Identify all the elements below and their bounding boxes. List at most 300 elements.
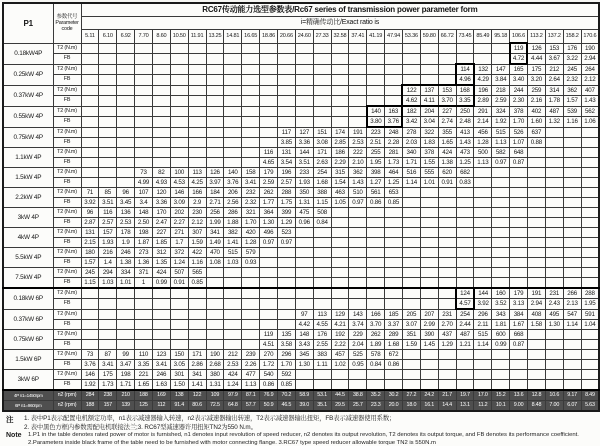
- fb-cell: [188, 75, 206, 86]
- t2-cell: [563, 268, 581, 278]
- fb-cell: 1.30: [260, 218, 278, 228]
- fb-cell: 3.80: [367, 117, 385, 128]
- fb-cell: [420, 360, 438, 370]
- t2-cell: 198: [135, 228, 153, 238]
- t2-cell: 289: [385, 330, 403, 340]
- t2-cell: [277, 288, 295, 299]
- t2-cell: 232: [242, 188, 260, 198]
- t2-cell: 254: [313, 168, 331, 178]
- fb-cell: [545, 158, 563, 168]
- t2-cell: 508: [313, 208, 331, 218]
- t2-cell: 262: [260, 188, 278, 198]
- fb-cell: 3.74: [349, 320, 367, 330]
- t2-cell: 424: [224, 370, 242, 380]
- t2-cell: 259: [527, 85, 545, 96]
- fb-cell: [367, 299, 385, 310]
- fb-cell: [456, 278, 474, 289]
- t2-cell: 555: [420, 168, 438, 178]
- fb-cell: [224, 117, 242, 128]
- t2-cell: [117, 127, 135, 138]
- fb-cell: 3.51: [295, 158, 313, 168]
- t2-cell: [99, 127, 117, 138]
- t2-cell: 424: [438, 148, 456, 158]
- t2-row-label: T2 (N.m): [53, 330, 81, 340]
- t2-cell: [206, 127, 224, 138]
- t2-cell: 281: [385, 148, 403, 158]
- t2-cell: 371: [135, 268, 153, 278]
- fb-cell: [349, 75, 367, 86]
- fb-cell: [492, 198, 510, 208]
- fb-cell: [152, 54, 170, 65]
- t2-cell: [367, 43, 385, 54]
- fb-cell: [581, 278, 599, 289]
- t2-cell: [456, 208, 474, 218]
- n2-cell: 29.5: [331, 401, 349, 412]
- fb-cell: [545, 278, 563, 289]
- fb-cell: [81, 178, 99, 188]
- t2-cell: [581, 370, 599, 380]
- fb-cell: 1.99: [206, 218, 224, 228]
- ratio-header-3: 7.70: [135, 30, 153, 44]
- t2-cell: [510, 370, 528, 380]
- t2-cell: [224, 106, 242, 117]
- n2-cell: 53.1: [313, 390, 331, 401]
- t2-cell: [545, 350, 563, 360]
- t2-cell: 516: [402, 168, 420, 178]
- n2-cell: 70.2: [277, 390, 295, 401]
- t2-cell: 85: [99, 188, 117, 198]
- fb-row-label: FB: [53, 258, 81, 268]
- t2-cell: [420, 228, 438, 238]
- t2-cell: [367, 288, 385, 299]
- t2-cell: [349, 268, 367, 278]
- fb-cell: 2.48: [456, 117, 474, 128]
- notes-section: [0, 412, 600, 446]
- fb-cell: 3.08: [313, 138, 331, 148]
- fb-cell: [581, 158, 599, 168]
- fb-cell: [170, 340, 188, 350]
- fb-cell: [188, 96, 206, 107]
- fb-cell: [81, 138, 99, 148]
- fb-cell: 1.88: [224, 218, 242, 228]
- p1-label: 1.5kW 6P: [3, 350, 53, 370]
- t2-cell: 171: [188, 350, 206, 360]
- t2-cell: [99, 309, 117, 320]
- fb-cell: 2.26: [242, 360, 260, 370]
- t2-cell: 100: [170, 168, 188, 178]
- fb-cell: [242, 158, 260, 168]
- t2-cell: [438, 228, 456, 238]
- t2-cell: 343: [492, 309, 510, 320]
- fb-cell: [81, 158, 99, 168]
- n2-cell: 23.3: [367, 401, 385, 412]
- t2-cell: [456, 228, 474, 238]
- t2-cell: 124: [456, 288, 474, 299]
- fb-cell: 0.96: [295, 218, 313, 228]
- t2-cell: [402, 188, 420, 198]
- t2-cell: 158: [242, 168, 260, 178]
- t2-cell: [81, 330, 99, 340]
- t2-cell: 495: [545, 309, 563, 320]
- t2-row-label: T2 (N.m): [53, 288, 81, 299]
- fb-cell: 1.54: [331, 178, 349, 188]
- t2-cell: 113: [313, 309, 331, 320]
- fb-cell: [313, 299, 331, 310]
- t2-cell: [420, 43, 438, 54]
- t2-cell: [135, 85, 153, 96]
- t2-cell: 270: [260, 350, 278, 360]
- n2-cell: 35.2: [367, 390, 385, 401]
- fb-cell: 3.04: [420, 117, 438, 128]
- fb-cell: 2.71: [206, 198, 224, 208]
- t2-cell: [420, 268, 438, 278]
- fb-cell: 1.55: [420, 158, 438, 168]
- t2-cell: [313, 85, 331, 96]
- t2-cell: [331, 288, 349, 299]
- t2-cell: 146: [170, 188, 188, 198]
- t2-cell: [188, 148, 206, 158]
- fb-row-label: FB: [53, 198, 81, 208]
- fb-cell: [367, 54, 385, 65]
- fb-cell: [563, 218, 581, 228]
- t2-row-label: T2 (N.m): [53, 168, 81, 178]
- t2-cell: [313, 64, 331, 75]
- t2-cell: [456, 248, 474, 258]
- t2-cell: 116: [260, 148, 278, 158]
- t2-cell: 245: [81, 268, 99, 278]
- fb-cell: 0.85: [277, 380, 295, 391]
- ratio-header-16: 41.19: [367, 30, 385, 44]
- n2-cell: 18.0: [402, 401, 420, 412]
- t2-cell: 278: [402, 127, 420, 138]
- t2-cell: 515: [492, 127, 510, 138]
- t2-cell: [438, 64, 456, 75]
- notes-en-label: Note: [6, 432, 22, 439]
- t2-cell: 227: [152, 228, 170, 238]
- t2-cell: [295, 85, 313, 96]
- t2-cell: [474, 228, 492, 238]
- fb-cell: [81, 320, 99, 330]
- t2-cell: 222: [349, 148, 367, 158]
- fb-cell: [545, 340, 563, 350]
- fb-cell: [420, 299, 438, 310]
- p1-label: 0.18kW 6P: [3, 288, 53, 309]
- ratio-header-9: 16.65: [242, 30, 260, 44]
- parameter-code-header: [53, 3, 81, 43]
- fb-cell: [81, 299, 99, 310]
- t2-cell: [260, 64, 278, 75]
- t2-cell: [170, 330, 188, 340]
- fb-cell: [260, 278, 278, 289]
- fb-cell: [152, 158, 170, 168]
- n2-cell: 39.0: [295, 401, 313, 412]
- t2-cell: [545, 148, 563, 158]
- fb-cell: [135, 117, 153, 128]
- t2-cell: 413: [456, 127, 474, 138]
- fb-cell: [170, 320, 188, 330]
- n2-cell: 238: [99, 390, 117, 401]
- t2-cell: [260, 288, 278, 299]
- fb-cell: 4.93: [152, 178, 170, 188]
- fb-cell: 1.02: [331, 360, 349, 370]
- fb-cell: 2.51: [367, 138, 385, 148]
- fb-cell: 1.60: [527, 117, 545, 128]
- fb-cell: [188, 158, 206, 168]
- t2-cell: [295, 288, 313, 299]
- fb-cell: 4.96: [456, 75, 474, 86]
- n2-cell: 210: [117, 390, 135, 401]
- fb-cell: [170, 299, 188, 310]
- fb-cell: 1.16: [563, 117, 581, 128]
- n2-cell: 64.8: [224, 401, 242, 412]
- t2-cell: [349, 208, 367, 218]
- fb-cell: 1.49: [206, 238, 224, 248]
- fb-cell: 3.4: [135, 198, 153, 208]
- t2-row-label: T2 (N.m): [53, 106, 81, 117]
- t2-cell: 362: [349, 168, 367, 178]
- t2-cell: 179: [260, 168, 278, 178]
- fb-cell: [152, 117, 170, 128]
- t2-cell: 198: [117, 370, 135, 380]
- fb-row-label: FB: [53, 320, 81, 330]
- n2-cell: 138: [170, 390, 188, 401]
- t2-cell: [367, 64, 385, 75]
- t2-cell: 146: [81, 370, 99, 380]
- fb-cell: [81, 75, 99, 86]
- fb-cell: [260, 320, 278, 330]
- t2-cell: [510, 228, 528, 238]
- fb-cell: 4.72: [510, 54, 528, 65]
- t2-cell: 97: [295, 309, 313, 320]
- n2-cell: 50.9: [260, 401, 278, 412]
- fb-cell: [295, 117, 313, 128]
- fb-cell: [170, 138, 188, 148]
- fb-cell: [117, 340, 135, 350]
- t2-cell: [474, 370, 492, 380]
- fb-cell: [242, 299, 260, 310]
- fb-cell: 1.43: [349, 178, 367, 188]
- fb-cell: 3.41: [242, 178, 260, 188]
- fb-cell: 3.35: [456, 96, 474, 107]
- t2-cell: [349, 248, 367, 258]
- t2-cell: [81, 288, 99, 299]
- t2-cell: 312: [152, 248, 170, 258]
- t2-cell: [277, 248, 295, 258]
- fb-cell: 2.15: [81, 238, 99, 248]
- fb-cell: 2.22: [331, 340, 349, 350]
- fb-cell: [313, 75, 331, 86]
- t2-cell: [438, 43, 456, 54]
- t2-cell: 178: [117, 228, 135, 238]
- p1-label: 2.2kW 4P: [3, 188, 53, 208]
- t2-cell: 191: [349, 127, 367, 138]
- p1-label: 0.25kW 4P: [3, 64, 53, 85]
- t2-cell: [545, 168, 563, 178]
- fb-cell: 1.29: [438, 340, 456, 350]
- fb-cell: 4.21: [331, 320, 349, 330]
- fb-cell: [545, 138, 563, 148]
- n2-cell: 9.00: [510, 401, 528, 412]
- fb-cell: [99, 299, 117, 310]
- n2-cell: 58.9: [295, 390, 313, 401]
- t2-cell: 120: [152, 188, 170, 198]
- fb-cell: 3.51: [99, 198, 117, 208]
- fb-cell: [224, 138, 242, 148]
- t2-row-label: T2 (N.m): [53, 248, 81, 258]
- n2-cell: 87.1: [242, 390, 260, 401]
- t2-cell: [152, 309, 170, 320]
- t2-cell: [402, 370, 420, 380]
- fb-cell: 4.55: [313, 320, 331, 330]
- t2-cell: 192: [331, 330, 349, 340]
- t2-cell: [313, 268, 331, 278]
- fb-cell: 1.29: [277, 218, 295, 228]
- fb-cell: [563, 340, 581, 350]
- fb-cell: [367, 380, 385, 391]
- t2-cell: 407: [581, 85, 599, 96]
- t2-cell: 288: [277, 188, 295, 198]
- fb-cell: 0.85: [188, 278, 206, 289]
- t2-cell: [99, 330, 117, 340]
- fb-cell: [117, 54, 135, 65]
- t2-cell: [527, 350, 545, 360]
- t2-cell: [527, 148, 545, 158]
- t2-cell: [474, 248, 492, 258]
- fb-cell: 0.99: [152, 278, 170, 289]
- fb-cell: 2.10: [349, 158, 367, 168]
- fb-cell: [527, 178, 545, 188]
- ratio-header-8: 14.81: [224, 30, 242, 44]
- fb-cell: [385, 238, 403, 248]
- t2-cell: [117, 168, 135, 178]
- t2-cell: [527, 168, 545, 178]
- t2-cell: [295, 64, 313, 75]
- fb-cell: [224, 278, 242, 289]
- n2-cell: 91.4: [170, 401, 188, 412]
- fb-cell: [277, 117, 295, 128]
- t2-cell: [224, 85, 242, 96]
- t2-cell: [385, 43, 403, 54]
- t2-cell: [527, 248, 545, 258]
- fb-cell: 3.97: [206, 178, 224, 188]
- t2-cell: 470: [206, 248, 224, 258]
- fb-cell: [349, 117, 367, 128]
- t2-cell: [81, 309, 99, 320]
- t2-cell: 515: [224, 248, 242, 258]
- fb-cell: [188, 299, 206, 310]
- t2-cell: 132: [474, 64, 492, 75]
- t2-cell: 273: [135, 248, 153, 258]
- fb-cell: 2.56: [224, 198, 242, 208]
- t2-cell: [81, 106, 99, 117]
- t2-cell: [313, 370, 331, 380]
- t2-cell: 672: [385, 350, 403, 360]
- fb-cell: 0.87: [510, 340, 528, 350]
- fb-cell: [81, 54, 99, 65]
- fb-cell: 1.77: [260, 198, 278, 208]
- t2-cell: 96: [81, 208, 99, 218]
- t2-cell: [385, 228, 403, 238]
- fb-cell: [492, 278, 510, 289]
- fb-cell: [581, 380, 599, 391]
- t2-cell: 135: [277, 330, 295, 340]
- t2-cell: [135, 127, 153, 138]
- fb-cell: 0.84: [367, 360, 385, 370]
- t2-cell: 682: [456, 168, 474, 178]
- n2-cell: 139: [117, 401, 135, 412]
- fb-cell: 2.85: [331, 138, 349, 148]
- t2-cell: [492, 43, 510, 54]
- n2-cell: 157: [99, 401, 117, 412]
- fb-cell: [170, 117, 188, 128]
- n2-row-label: n2 (rpm): [53, 390, 81, 401]
- n2-cell: 13.6: [510, 390, 528, 401]
- fb-cell: 1.14: [402, 178, 420, 188]
- ratio-header-19: 59.80: [420, 30, 438, 44]
- fb-cell: 1.13: [474, 158, 492, 168]
- fb-cell: 2.13: [563, 299, 581, 310]
- ratio-header-13: 27.33: [313, 30, 331, 44]
- t2-cell: 239: [242, 350, 260, 360]
- t2-cell: [99, 43, 117, 54]
- t2-cell: 463: [331, 188, 349, 198]
- t2-cell: [420, 248, 438, 258]
- fb-cell: 1.43: [456, 138, 474, 148]
- fb-cell: [402, 380, 420, 391]
- fb-cell: [510, 278, 528, 289]
- t2-cell: [581, 330, 599, 340]
- t2-cell: [170, 85, 188, 96]
- t2-cell: [260, 248, 278, 258]
- t2-cell: [188, 288, 206, 299]
- fb-row-label: FB: [53, 158, 81, 168]
- fb-cell: [224, 299, 242, 310]
- fb-cell: 2.44: [456, 320, 474, 330]
- t2-cell: 186: [331, 148, 349, 158]
- fb-cell: 3.54: [277, 158, 295, 168]
- t2-cell: [581, 350, 599, 360]
- t2-cell: 206: [224, 188, 242, 198]
- t2-cell: 212: [224, 350, 242, 360]
- n2-cell: 72.5: [206, 401, 224, 412]
- t2-cell: [313, 43, 331, 54]
- t2-cell: 271: [170, 228, 188, 238]
- fb-cell: [581, 138, 599, 148]
- t2-cell: [224, 309, 242, 320]
- n2-cell: 7.00: [545, 401, 563, 412]
- t2-row-label: T2 (N.m): [53, 268, 81, 278]
- t2-cell: 179: [510, 288, 528, 299]
- t2-cell: 307: [188, 228, 206, 238]
- ratio-header-6: 11.91: [188, 30, 206, 44]
- ratio-header-11: 20.66: [277, 30, 295, 44]
- fb-cell: 2.04: [349, 340, 367, 350]
- t2-cell: [152, 43, 170, 54]
- t2-cell: 140: [367, 106, 385, 117]
- ratio-header-22: 85.49: [474, 30, 492, 44]
- fb-cell: [563, 278, 581, 289]
- t2-cell: 147: [492, 64, 510, 75]
- t2-cell: 384: [510, 309, 528, 320]
- t2-cell: [581, 208, 599, 218]
- ratio-header-28: 170.6: [581, 30, 599, 44]
- fb-cell: [242, 96, 260, 107]
- t2-cell: [152, 330, 170, 340]
- t2-cell: 250: [456, 106, 474, 117]
- fb-row-label: FB: [53, 278, 81, 289]
- t2-cell: 648: [510, 148, 528, 158]
- n2-cell: 46.5: [277, 401, 295, 412]
